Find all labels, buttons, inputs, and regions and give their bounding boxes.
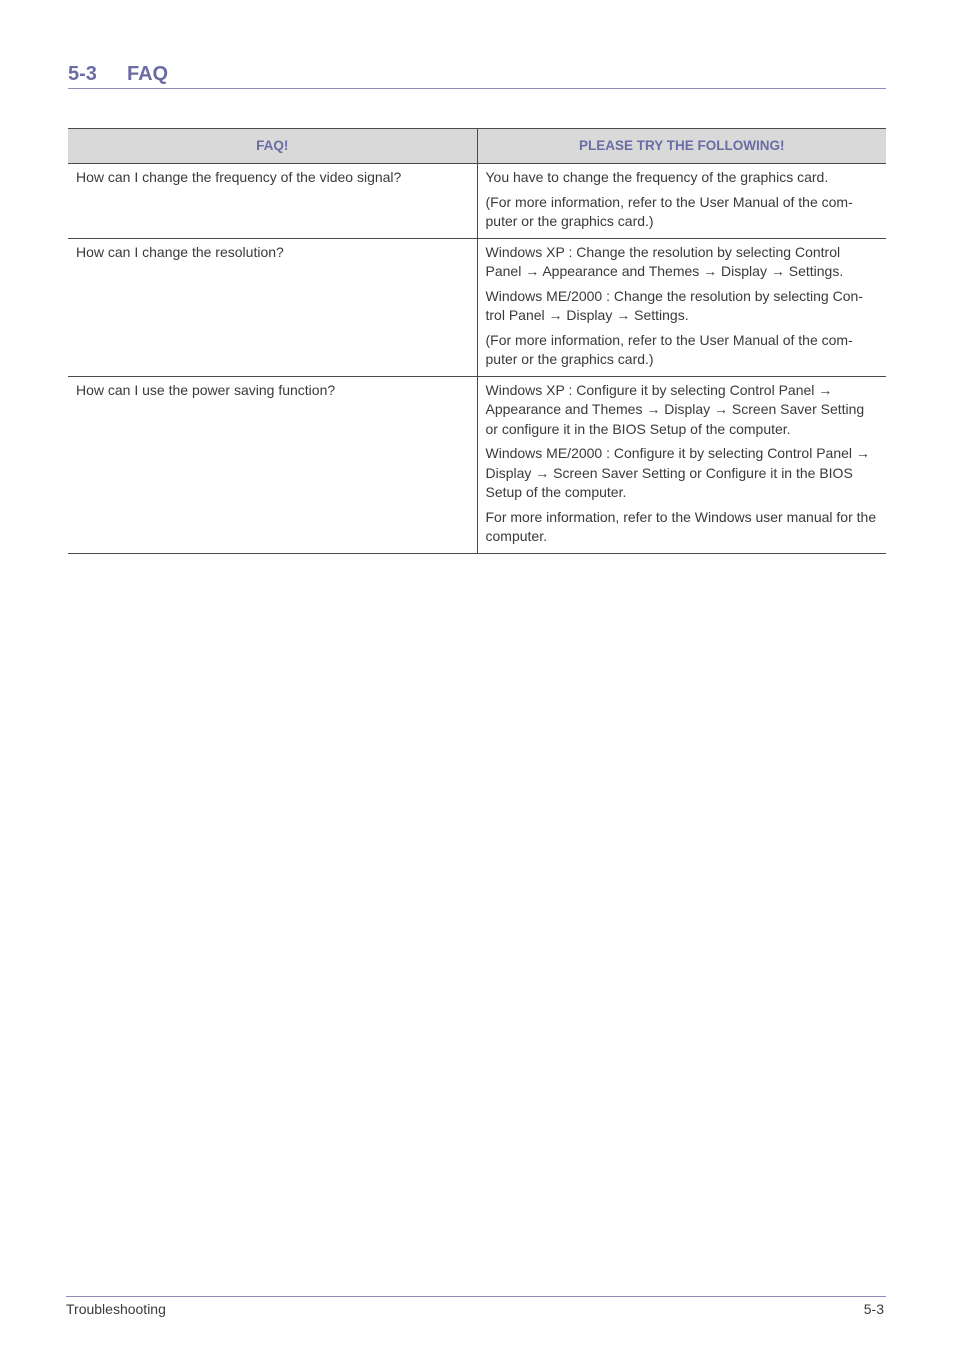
column-header-faq: FAQ! xyxy=(68,129,477,164)
question-text: How can I change the frequency of the video signal? xyxy=(76,169,402,185)
answer-cell xyxy=(477,164,886,239)
faq-table xyxy=(68,128,886,554)
answer-paragraph: Windows ME/2000 : Configure it by selecting Control Panel → Display → Screen Saver Setting or Configure it in the BIOS Setup of the computer. xyxy=(485,445,870,500)
section-title: FAQ xyxy=(127,63,169,85)
question-text: How can I use the power saving function? xyxy=(76,381,336,398)
answer-cell xyxy=(477,238,886,376)
question-text: How can I change the resolution? xyxy=(76,243,284,260)
section-number: 5-3 xyxy=(68,63,97,85)
answer-paragraph: For more information, refer to the Windows user manual for the computer. xyxy=(485,508,877,544)
footer-chapter: Troubleshooting xyxy=(66,1301,166,1317)
answer-paragraph: Windows XP : Configure it by selecting Control Panel → Appearance and Themes → Display → Screen Saver Setting or configure it in the BIOS Setup of the computer. xyxy=(485,381,865,437)
answer-paragraph: You have to change the frequency of the graphics card. xyxy=(485,169,829,185)
answer-paragraph: (For more information, refer to the User Manual of the com-puter or the graphics card.) xyxy=(485,331,853,367)
answer-paragraph: Windows XP : Change the resolution by selecting Control Panel → Appearance and Themes → Display → Settings. xyxy=(485,243,844,279)
answer-cell xyxy=(477,376,886,553)
table-row xyxy=(68,238,886,376)
table-row xyxy=(68,164,886,239)
table-header-row xyxy=(68,129,886,164)
column-header-try-following: PLEASE TRY THE FOLLOWING! xyxy=(477,129,886,164)
question-cell xyxy=(68,238,477,376)
question-cell xyxy=(68,164,477,239)
table-row xyxy=(68,376,886,553)
question-cell xyxy=(68,376,477,553)
footer-page-number: 5-3 xyxy=(863,1301,884,1317)
section-header xyxy=(68,62,886,89)
footer-divider xyxy=(66,1296,886,1297)
answer-paragraph: (For more information, refer to the User Manual of the com-puter or the graphics card.) xyxy=(485,193,853,229)
answer-paragraph: Windows ME/2000 : Change the resolution by selecting Con-trol Panel → Display → Settings. xyxy=(485,287,863,323)
